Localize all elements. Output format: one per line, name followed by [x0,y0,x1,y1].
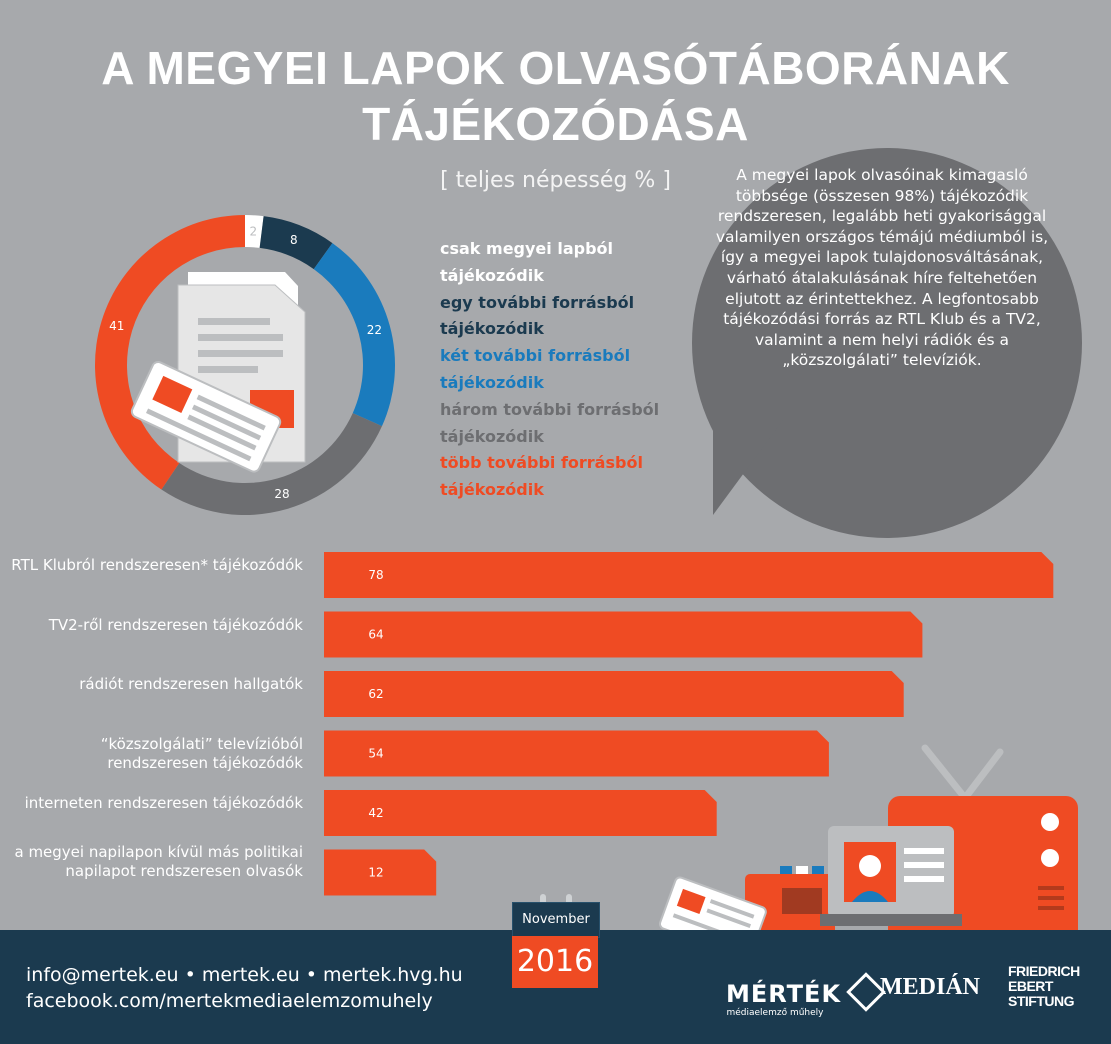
donut-segment [314,243,395,426]
title-line-1: A MEGYEI LAPOK OLVASÓTÁBORÁNAK [101,42,1010,94]
bar-category-label: TV2-ről rendszeresen tájékozódók [48,615,303,634]
donut-value-label: 8 [290,233,298,248]
bar [324,612,922,658]
fes-logo-line: EBERT [1008,978,1053,994]
facebook-link[interactable]: facebook.com/mertekmediaelemzomuhely [26,990,433,1012]
fes-logo-line: FRIEDRICH [1008,963,1080,979]
legend-item-many-more: több további forrásból tájékozódik [440,453,643,500]
bar [324,671,904,717]
page-title [0,40,1111,152]
fes-logo [1008,964,1080,1009]
bar-value-label: 12 [368,865,384,880]
legend-item-three-more: három további forrásból tájékozódik [440,399,660,446]
calendar-year: 2016 [512,936,598,988]
donut-value-label: 41 [109,318,125,333]
bar-category-label: rádiót rendszeresen hallgatók [79,675,303,693]
legend-item-only-county: csak megyei lapból tájékozódik [440,239,613,285]
bar-category-label: “közszolgálati” televízióból rendszeresen tájékozódók [100,734,303,772]
speech-bubble-tail [713,420,783,515]
bar [324,731,829,777]
median-logo: MEDIÁN [880,974,980,1000]
fes-logo-line: STIFTUNG [1008,993,1074,1009]
mertek-logo-subtitle: médiaelemző műhely [726,1008,824,1018]
bar-value-label: 64 [368,627,384,642]
donut-value-label: 28 [274,486,290,501]
footer-contact [26,962,463,1014]
bar-value-label: 54 [368,746,384,761]
bar-category-label: RTL Klubról rendszeresen* tájékozódók [11,556,303,574]
bar-value-label: 62 [368,687,384,701]
bar-value-label: 42 [368,806,384,820]
contact-links[interactable]: info@mertek.eu • mertek.eu • mertek.hvg.hu [26,964,463,986]
legend-item-two-more: két további forrásból tájékozódik [440,346,631,392]
bubble-text: A megyei lapok olvasóinak kimagasló többsége (összesen 98%) tájékozódik rendszeresen, legalább heti gyakorisággal valamilyen országos témájú médiumból is, így a megyei lapok tulajdonosváltásának, várható átalakulásának híre feltehetően eljutott az érintettekhez. A legfontosabb tájékozódási forrás az RTL Klub és a TV2, valamint a nem helyi rádiók és a „közszolgálati” televíziók. [715,166,1049,370]
donut-value-label: 22 [366,322,382,337]
title-line-2: TÁJÉKOZÓDÁSA [362,98,749,150]
calendar-month: November [512,902,600,938]
bar [324,552,1053,598]
bar-category-label: a megyei napilapon kívül más politikai napilapot rendszeresen olvasók [14,842,303,880]
chart-subtitle: [ teljes népesség % ] [440,168,671,193]
mertek-logo: MÉRTÉK [726,980,842,1008]
donut-value-label: 2 [249,224,258,239]
legend-item-one-more: egy további forrásból tájékozódik [440,292,635,339]
donut-legend [440,236,700,504]
bar-chart [0,540,1111,910]
bar-category-label: interneten rendszeresen tájékozódók [24,794,303,812]
bar-value-label: 78 [368,568,384,582]
donut-chart [80,200,410,530]
